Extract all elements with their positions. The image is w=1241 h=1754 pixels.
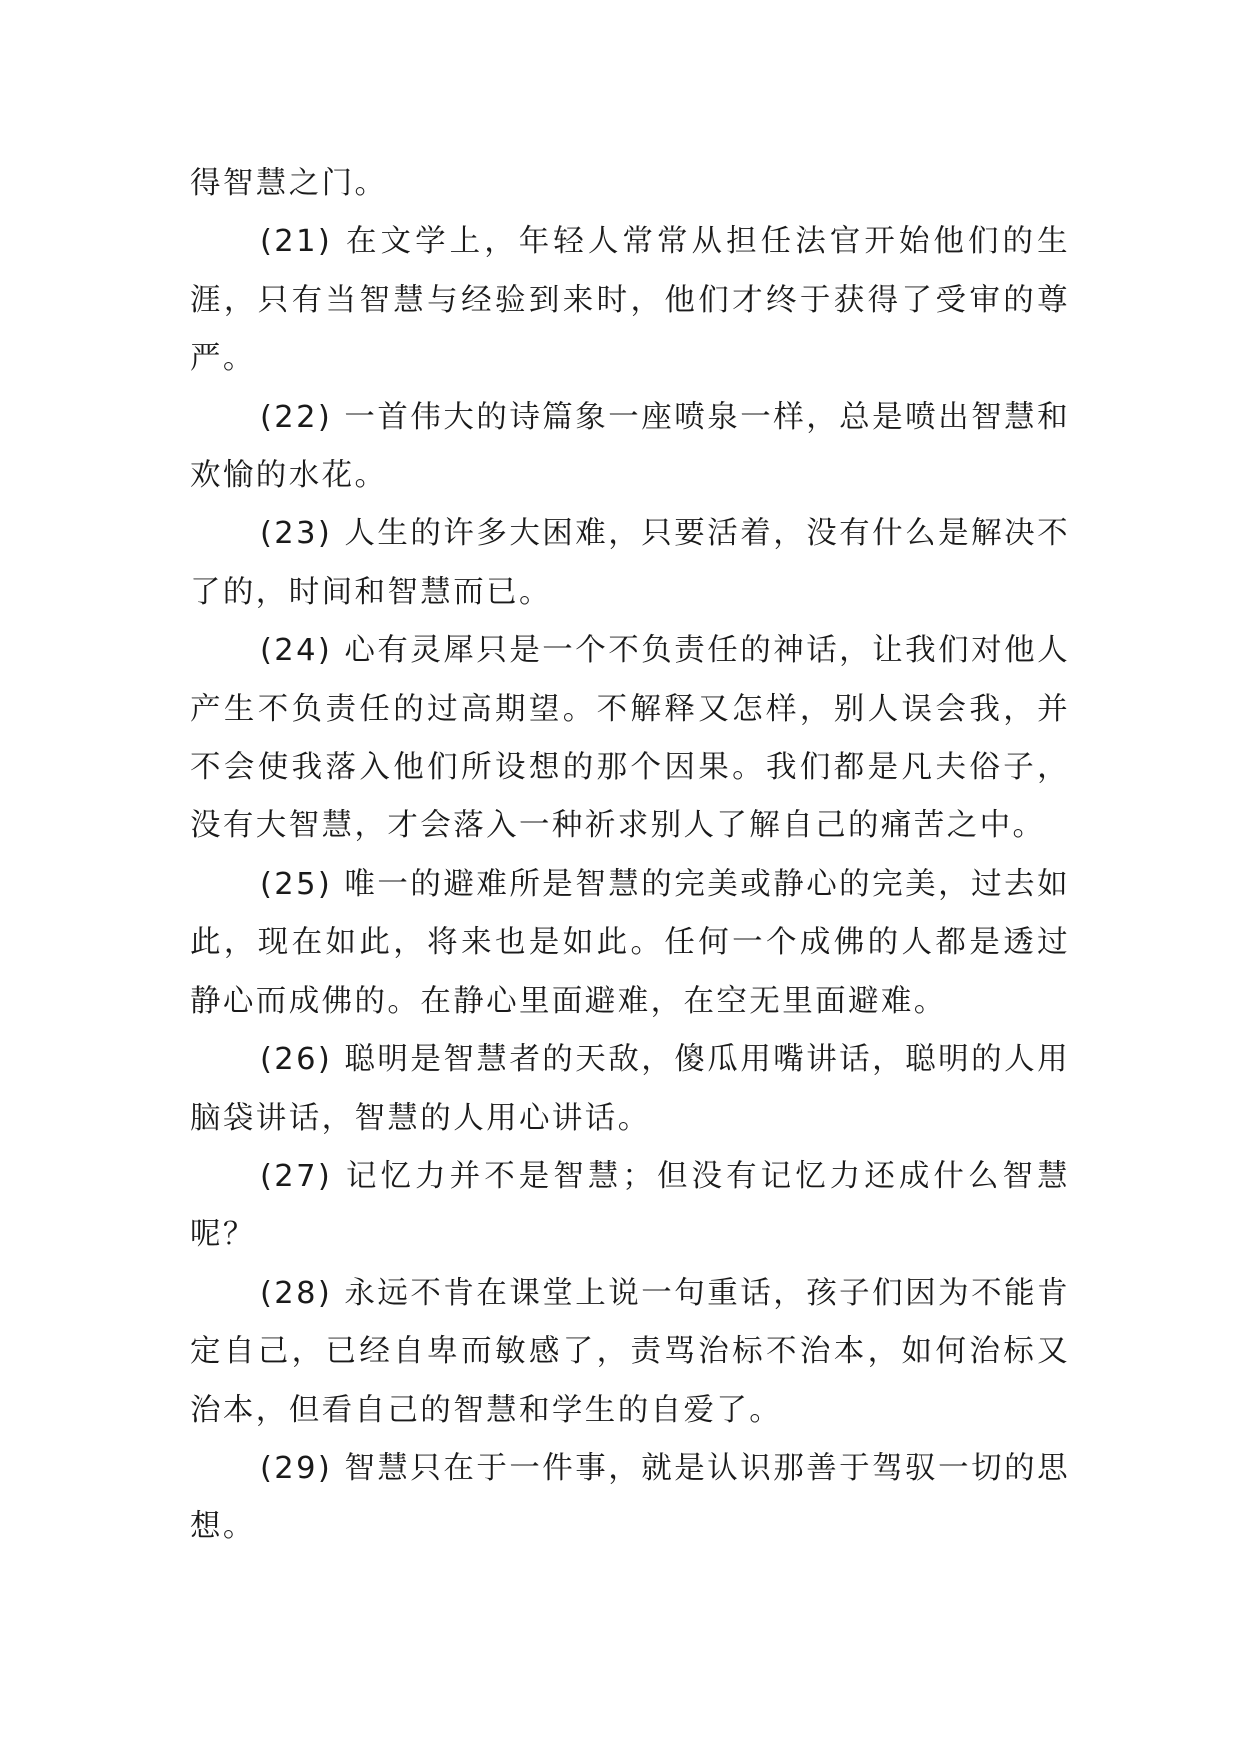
paragraph-item-24: (24) 心有灵犀只是一个不负责任的神话，让我们对他人产生不负责任的过高期望。不解释又怎样，别人误会我，并不会使我落入他们所设想的那个因果。我们都是凡夫俗子，没有大智慧，才会落入一种祈求别人了解自己的痛苦之中。 bbox=[190, 633, 1070, 844]
paragraph-item-25: (25) 唯一的避难所是智慧的完美或静心的完美，过去如此，现在如此，将来也是如此。任何一个成佛的人都是透过静心而成佛的。在静心里面避难，在空无里面避难。 bbox=[190, 866, 1070, 1019]
paragraph-item-22: (22) 一首伟大的诗篇象一座喷泉一样，总是喷出智慧和欢愉的水花。 bbox=[190, 399, 1070, 494]
paragraph-continuation: 得智慧之门。 bbox=[190, 166, 388, 201]
paragraph-item-28: (28) 永远不肯在课堂上说一句重话，孩子们因为不能肯定自己，已经自卑而敏感了，责骂治标不治本，如何治标又治本，但看自己的智慧和学生的自爱了。 bbox=[190, 1275, 1070, 1428]
paragraph-item-29: (29) 智慧只在于一件事，就是认识那善于驾驭一切的思想。 bbox=[190, 1450, 1070, 1545]
paragraph-item-23: (23) 人生的许多大困难，只要活着，没有什么是解决不了的，时间和智慧而已。 bbox=[190, 516, 1070, 610]
paragraph-item-27: (27) 记忆力并不是智慧；但没有记忆力还成什么智慧呢？ bbox=[190, 1158, 1070, 1253]
document-body bbox=[190, 155, 1070, 1557]
paragraph-item-26: (26) 聪明是智慧者的天敌，傻瓜用嘴讲话，聪明的人用脑袋讲话，智慧的人用心讲话。 bbox=[190, 1042, 1070, 1136]
paragraph-item-21: (21) 在文学上，年轻人常常从担任法官开始他们的生涯，只有当智慧与经验到来时，他们才终于获得了受审的尊严。 bbox=[190, 224, 1070, 377]
